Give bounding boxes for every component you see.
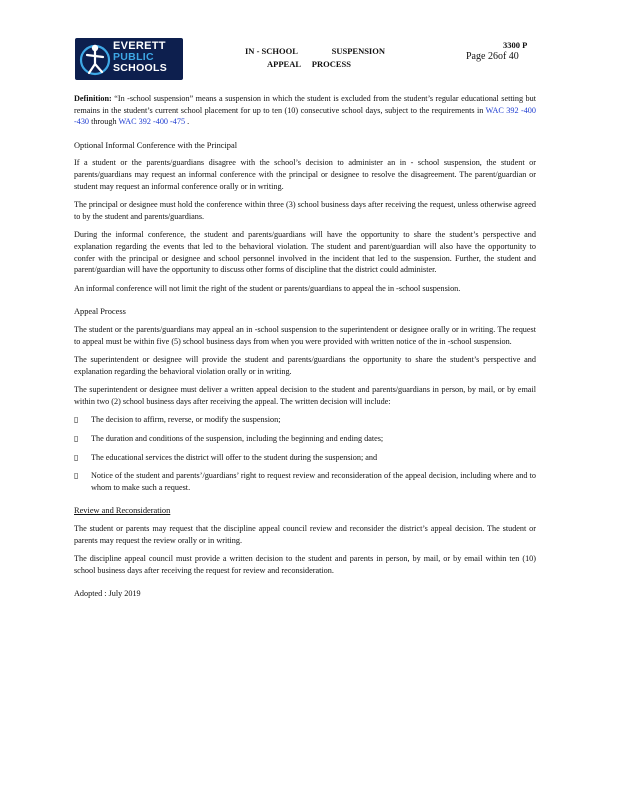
adopted-date: Adopted : July 2019 — [74, 589, 141, 599]
paragraph: The superintendent or designee must deliver a written appeal decision to the student and parents/guardians in person, by mail, or by email within two (2) school business days after receiving the appeal. The written decision will include: — [74, 385, 536, 406]
paragraph: The principal or designee must hold the conference within three (3) school business days after receiving the request, unless otherwise agreed to by the student and parents/guardians. — [74, 200, 536, 221]
figure-logo-icon — [77, 40, 113, 78]
logo-line-3: SCHOOLS — [113, 62, 168, 74]
bullet-icon: ▯ — [74, 415, 79, 425]
logo-line-2: PUBLIC — [113, 51, 154, 63]
policy-code: 3300 P — [503, 40, 528, 50]
everett-public-schools-logo — [75, 38, 183, 80]
document-body — [74, 93, 536, 600]
paragraph: The student or parents may request that the discipline appeal council review and reconsider the district’s appeal decision. The student or parents may request the review orally or in writing. — [74, 524, 536, 545]
logo-line-1: EVERETT — [113, 40, 166, 52]
definition-end: . — [185, 117, 190, 127]
page-number: Page 26of 40 — [466, 51, 519, 62]
wac-link-start[interactable]: WAC 392 -400 -430 — [74, 105, 536, 127]
section-heading-review: Review and Reconsideration — [74, 506, 171, 516]
bullet-icon: ▯ — [74, 452, 79, 462]
wac-link-end[interactable]: WAC 392 -400 -475 — [118, 117, 186, 127]
decision-contents-list — [74, 414, 536, 493]
list-item — [74, 470, 536, 493]
list-item — [74, 433, 536, 445]
section-heading-appeal-process: Appeal Process — [74, 307, 126, 317]
title-part: IN - SCHOOL — [245, 46, 298, 56]
list-item-text: The educational services the district will offer to the student during the suspension; and — [91, 452, 378, 462]
paragraph: During the informal conference, the student and parents/guardians will have the opportunity to share the student’s perspective and explanation regarding the events that led to the behavioral violation. The student and parent/guardian will also have the opportunity to confer with the principal or designee and school personnel involved in the incident that led to the suspension. Further, the student and parent/guardian will have the opportunity to discuss other forms of discipline that the district could administer. — [74, 230, 536, 275]
section-heading-informal-conference: Optional Informal Conference with the Principal — [74, 140, 238, 150]
bullet-icon: ▯ — [74, 434, 79, 444]
list-item — [74, 414, 536, 426]
paragraph: If a student or the parents/guardians disagree with the school’s decision to administer an in - school suspension, the student or parents/guardians may request an informal conference with the principal or designee to resolve the disagreement. The parent/guardian or student may request an informal conference orally or in writing. — [74, 158, 536, 191]
bullet-icon: ▯ — [74, 471, 79, 481]
paragraph: An informal conference will not limit the right of the student or parents/guardians to appeal the in -school suspension. — [74, 283, 461, 293]
list-item-text: The decision to affirm, reverse, or modify the suspension; — [91, 415, 281, 425]
paragraph: The student or the parents/guardians may appeal an in -school suspension to the superintendent or designee orally or in writing. The request to appeal must be within five (5) school business days from when you were provided with written notice of the in -school suspension. — [74, 324, 536, 346]
definition-label: Definition: — [74, 94, 112, 103]
paragraph: The superintendent or designee will provide the student and parents/guardians the opportunity to share the student’s perspective and explanation regarding the behavioral violation orally or in writing. — [74, 355, 536, 376]
list-item — [74, 452, 536, 464]
list-item-text: The duration and conditions of the suspension, including the beginning and ending dates; — [91, 434, 384, 444]
definition-through: through — [89, 117, 119, 127]
document-title — [245, 45, 385, 71]
definition-paragraph — [74, 93, 536, 128]
title-part: SUSPENSION — [331, 46, 385, 56]
paragraph: The discipline appeal council must provide a written decision to the student and parents in person, by mail, or by email within ten (10) school business days after receiving the request for review and reconsideration. — [74, 554, 536, 575]
title-part: PROCESS — [311, 59, 351, 69]
list-item-text: Notice of the student and parents’/guardians’ right to request review and reconsideration of the appeal decision, including where and to whom to make such a request. — [91, 471, 536, 492]
definition-text: “In -school suspension” means a suspension in which the student is excluded from the student’s regular educational setting but remains in the student’s current school placement for up to ten (10) consecutive school days, subject to the requirements in — [74, 94, 536, 115]
title-part: APPEAL — [267, 59, 301, 69]
